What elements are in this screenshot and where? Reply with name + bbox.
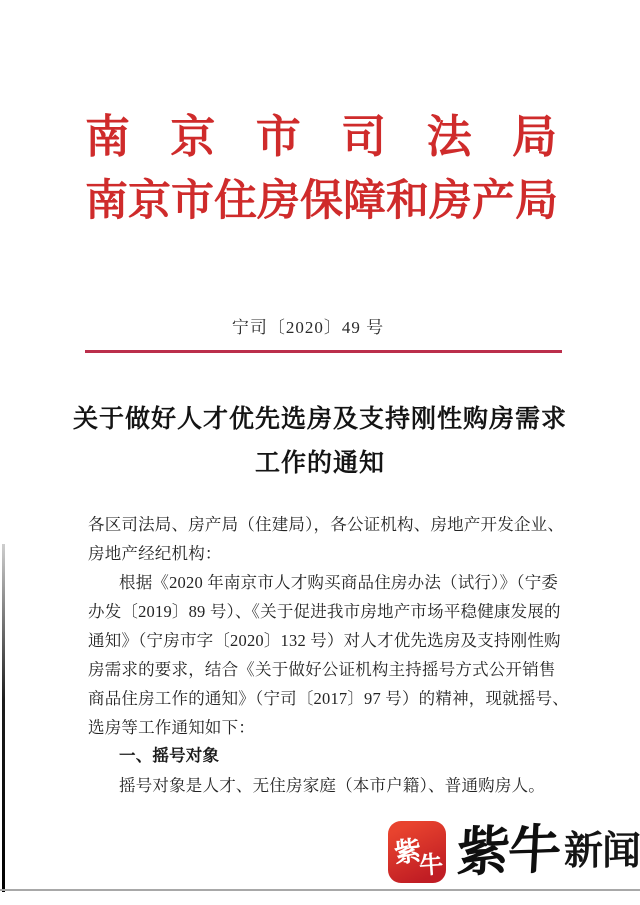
body-line: 各区司法局、房产局（住建局），各公证机构、房地产开发企业、 bbox=[88, 515, 565, 534]
body-line: 商品住房工作的通知》（宁司〔2017〕97 号）的精神，现就摇号、 bbox=[88, 689, 569, 708]
body-line: 通知》（宁房市字〔2020〕132 号）对人才优先选房及支持刚性购 bbox=[88, 631, 561, 650]
body-line: 房需求的要求，结合《关于做好公证机构主持摇号方式公开销售 bbox=[88, 660, 556, 679]
brand-news-text: 新闻 bbox=[563, 830, 640, 873]
section-heading: 一、摇号对象 bbox=[119, 747, 220, 765]
agency-name-char: 司 bbox=[341, 112, 387, 162]
brand-calligraphy-text: 紫牛 bbox=[455, 821, 561, 883]
agency-name-char: 房 bbox=[257, 178, 300, 226]
agency-name-char: 法 bbox=[426, 112, 472, 162]
letterhead bbox=[85, 112, 557, 227]
body-line: 选房等工作通知如下： bbox=[88, 718, 255, 737]
document-title-line2: 工作的通知 bbox=[254, 450, 385, 477]
body-line: 房地产经纪机构： bbox=[88, 544, 222, 563]
body-line: 摇号对象是人才、无住房家庭（本市户籍）、普通购房人。 bbox=[119, 776, 545, 795]
agency-name-char: 局 bbox=[515, 178, 558, 226]
agency-name-char: 京 bbox=[128, 178, 171, 226]
document-title-line1: 关于做好人才优先选房及支持刚性购房需求 bbox=[72, 406, 567, 433]
ziniu-app-icon bbox=[388, 821, 446, 883]
agency-name-char: 市 bbox=[171, 178, 214, 226]
scan-bottom-edge-line bbox=[0, 889, 640, 891]
agency-name-char: 京 bbox=[170, 112, 216, 162]
icon-char-niu: 牛 bbox=[418, 852, 445, 880]
agency-name-char: 保 bbox=[300, 178, 343, 226]
agency-name-char: 局 bbox=[511, 112, 557, 162]
red-divider-line bbox=[85, 350, 562, 353]
document-body bbox=[88, 510, 574, 800]
agency-name-char: 南 bbox=[85, 112, 131, 162]
ziniu-news-watermark bbox=[388, 820, 640, 884]
agency-name-char: 房 bbox=[429, 178, 472, 226]
scan-left-edge-artifact bbox=[2, 544, 5, 892]
document-title bbox=[0, 398, 640, 486]
body-line: 根据《2020 年南京市人才购买商品住房办法（试行）》（宁委 bbox=[119, 573, 559, 592]
agency-name-char: 障 bbox=[343, 178, 386, 226]
body-line: 办发〔2019〕89 号）、《关于促进我市房地产市场平稳健康发展的 bbox=[88, 602, 561, 621]
agency-name-housing-bureau bbox=[85, 178, 557, 226]
document-number: 宁司〔2020〕49 号 bbox=[231, 318, 385, 337]
agency-name-char: 产 bbox=[472, 178, 515, 226]
agency-name-char: 市 bbox=[255, 112, 301, 162]
agency-name-char: 南 bbox=[85, 178, 128, 226]
agency-name-char: 住 bbox=[214, 178, 257, 226]
agency-name-char: 和 bbox=[386, 178, 429, 226]
icon-char-zi: 紫 bbox=[392, 835, 423, 869]
agency-name-justice-bureau bbox=[85, 112, 557, 162]
